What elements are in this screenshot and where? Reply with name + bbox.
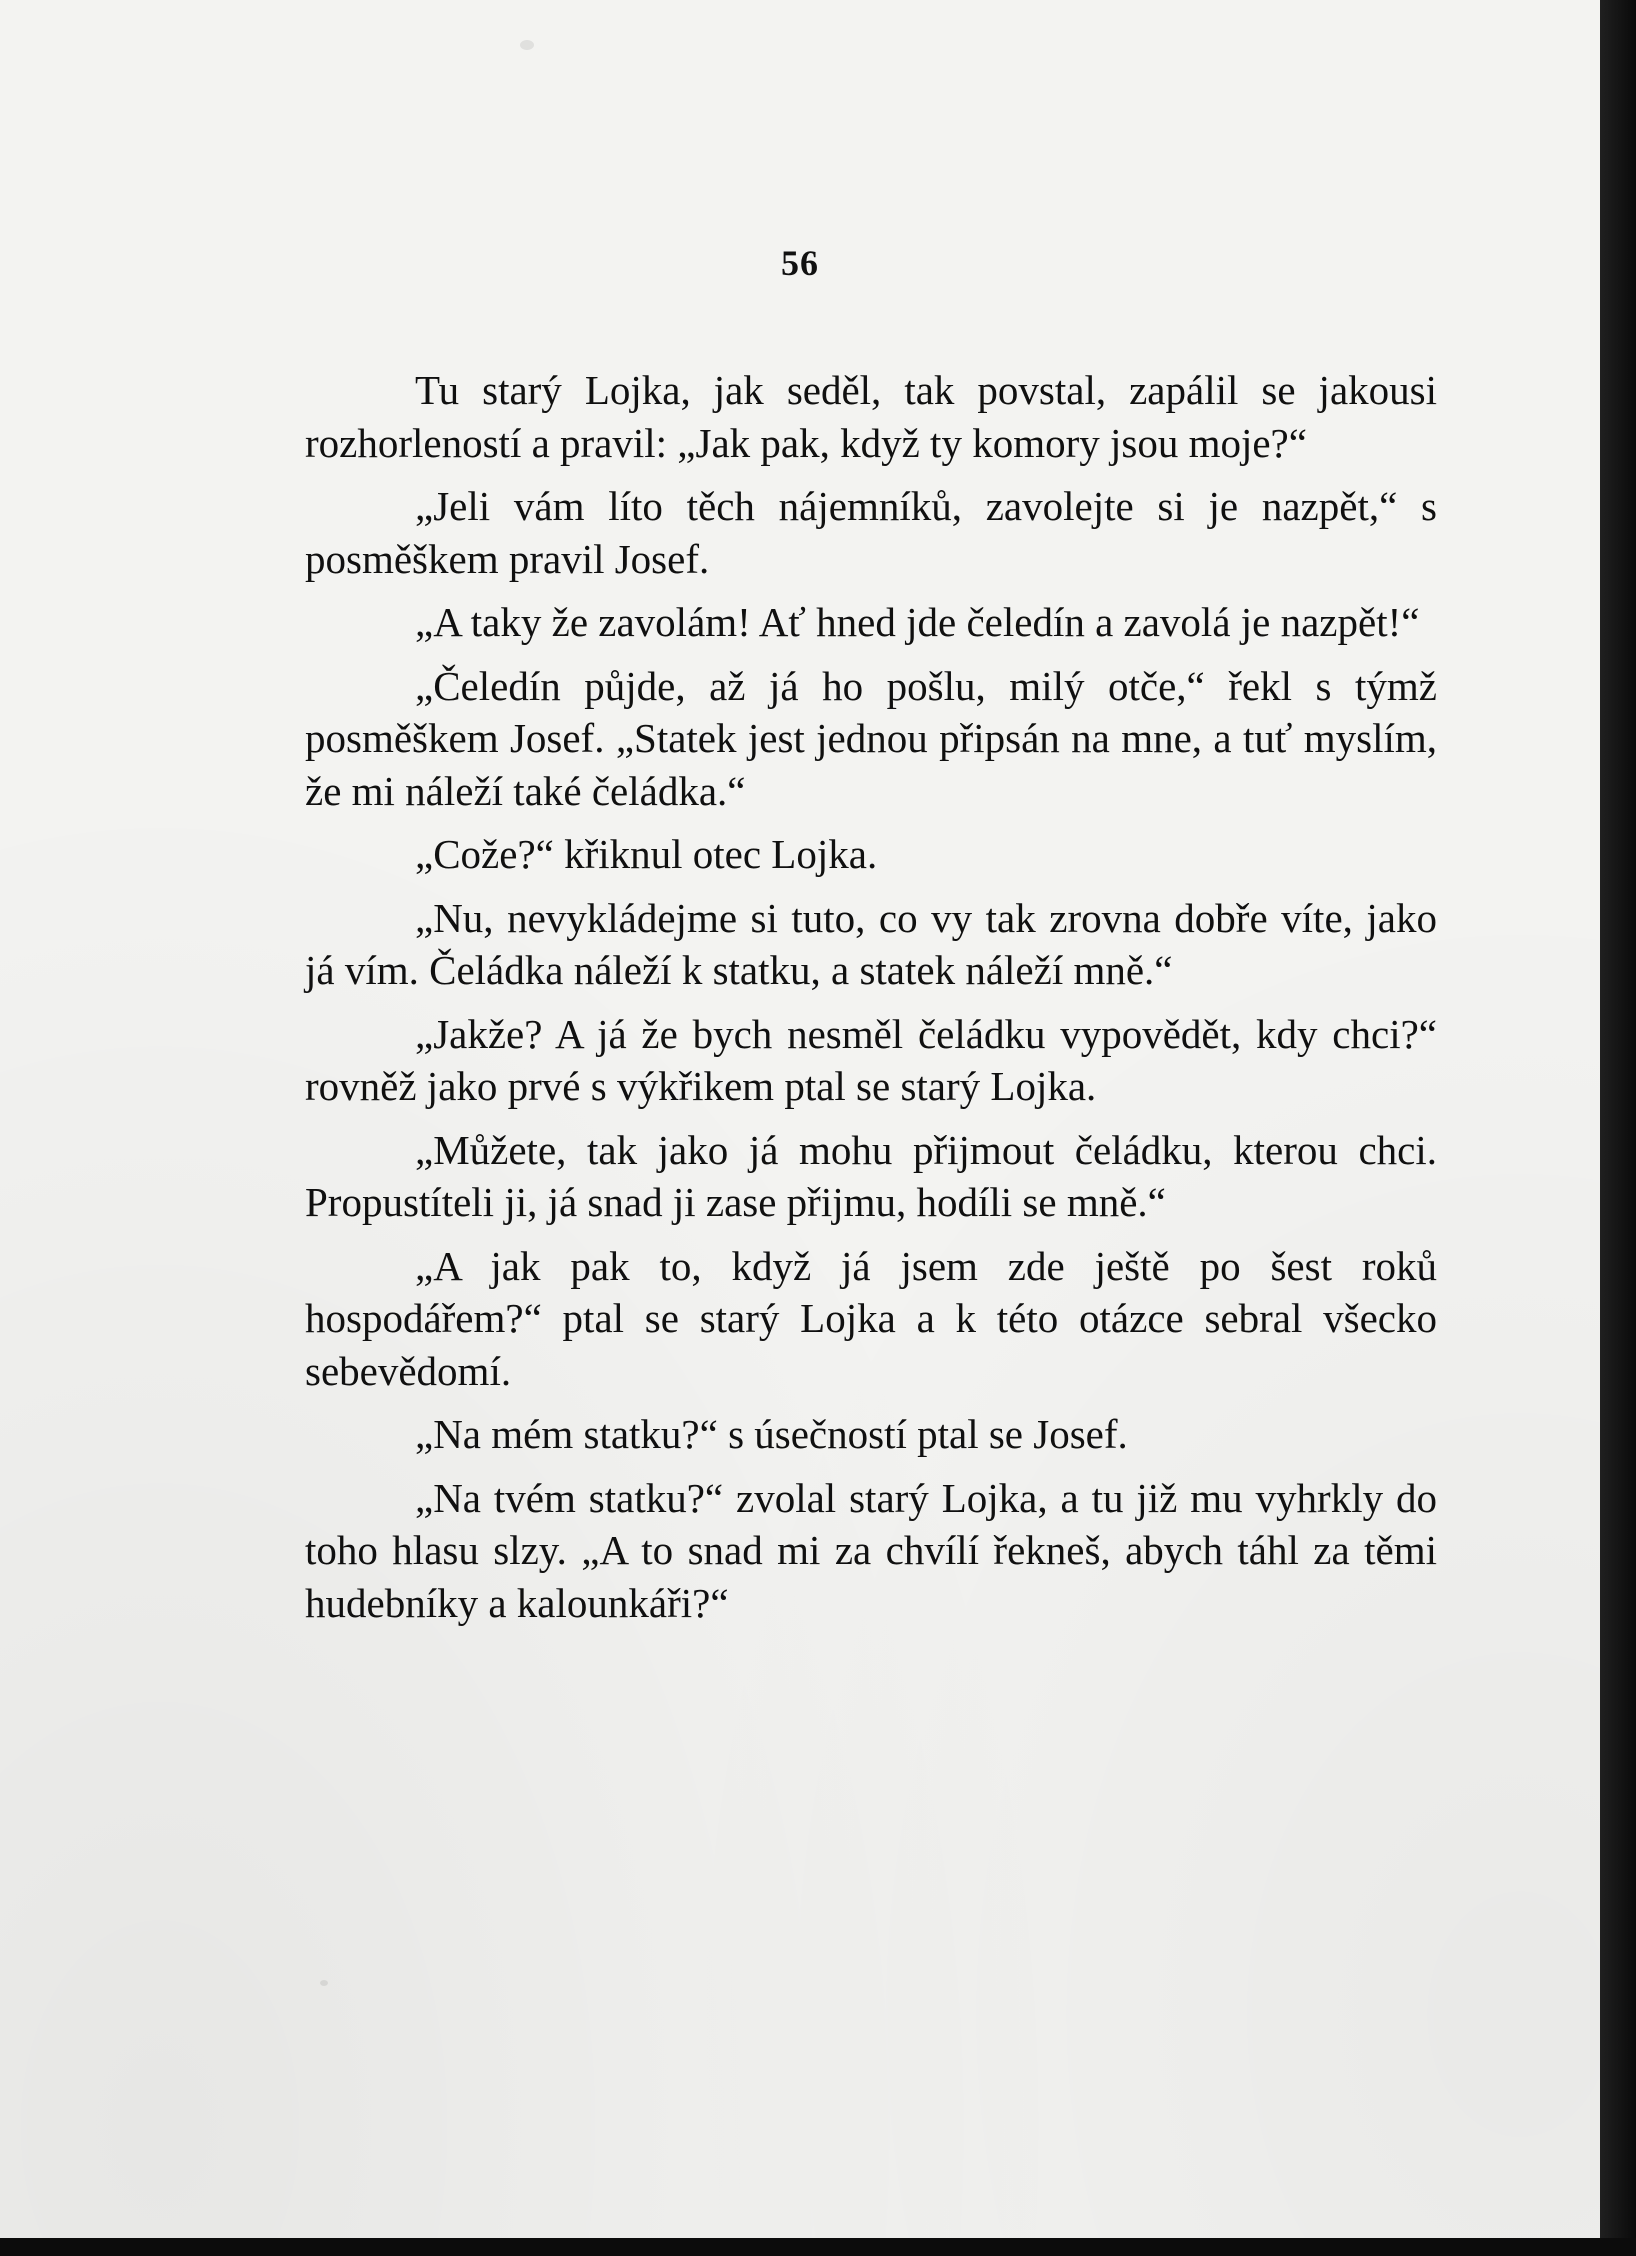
paper-speck xyxy=(520,40,534,50)
paragraph: „Jakže? A já že bych nesměl čeládku vypovědět, kdy chci?“ rovněž jako prvé s výkřikem ptal se starý Lojka. xyxy=(305,1010,1437,1109)
paragraph: „Jeli vám líto těch nájemníků, zavolejte si je nazpět,“ s posměškem pravil Josef. xyxy=(305,483,1437,582)
paragraph: Tu starý Lojka, jak seděl, tak povstal, zapálil se jakousi rozhorleností a pravil: „Jak pak, když ty komory jsou moje?“ xyxy=(305,367,1437,466)
body-text xyxy=(305,364,1437,1629)
paragraph: „Můžete, tak jako já mohu přijmout čeládku, kterou chci. Propustíteli ji, já snad ji zase přijmu, hodíli se mně.“ xyxy=(305,1126,1437,1225)
paragraph: „A taky že zavolám! Ať hned jde čeledín a zavolá je nazpět!“ xyxy=(415,599,1420,645)
paragraph: „Na tvém statku?“ zvolal starý Lojka, a tu již mu vyhrkly do toho hlasu slzy. „A to snad mi za chvílí řekneš, abych táhl za těmi hudebníky a kalounkáři?“ xyxy=(305,1474,1437,1626)
paper-speck xyxy=(320,1980,328,1986)
paragraph: „A jak pak to, když já jsem zde ještě po šest roků hospodářem?“ ptal se starý Lojka a k této otázce sebral všecko sebevědomí. xyxy=(305,1242,1437,1394)
paragraph: „Čeledín půjde, až já ho pošlu, milý otče,“ řekl s týmž posměškem Josef. „Statek jest jednou připsán na mne, a tuť myslím, že mi náleží také čeládka.“ xyxy=(305,662,1437,814)
scan-edge-right xyxy=(1600,0,1636,2256)
paragraph: „Na mém statku?“ s úsečností ptal se Josef. xyxy=(415,1411,1128,1457)
scan-edge-bottom xyxy=(0,2238,1636,2256)
page-number: 56 xyxy=(781,243,819,283)
paragraph: „Cože?“ křiknul otec Lojka. xyxy=(415,831,878,877)
paragraph: „Nu, nevykládejme si tuto, co vy tak zrovna dobře víte, jako já vím. Čeládka náleží k statku, a statek náleží mně.“ xyxy=(305,894,1437,993)
